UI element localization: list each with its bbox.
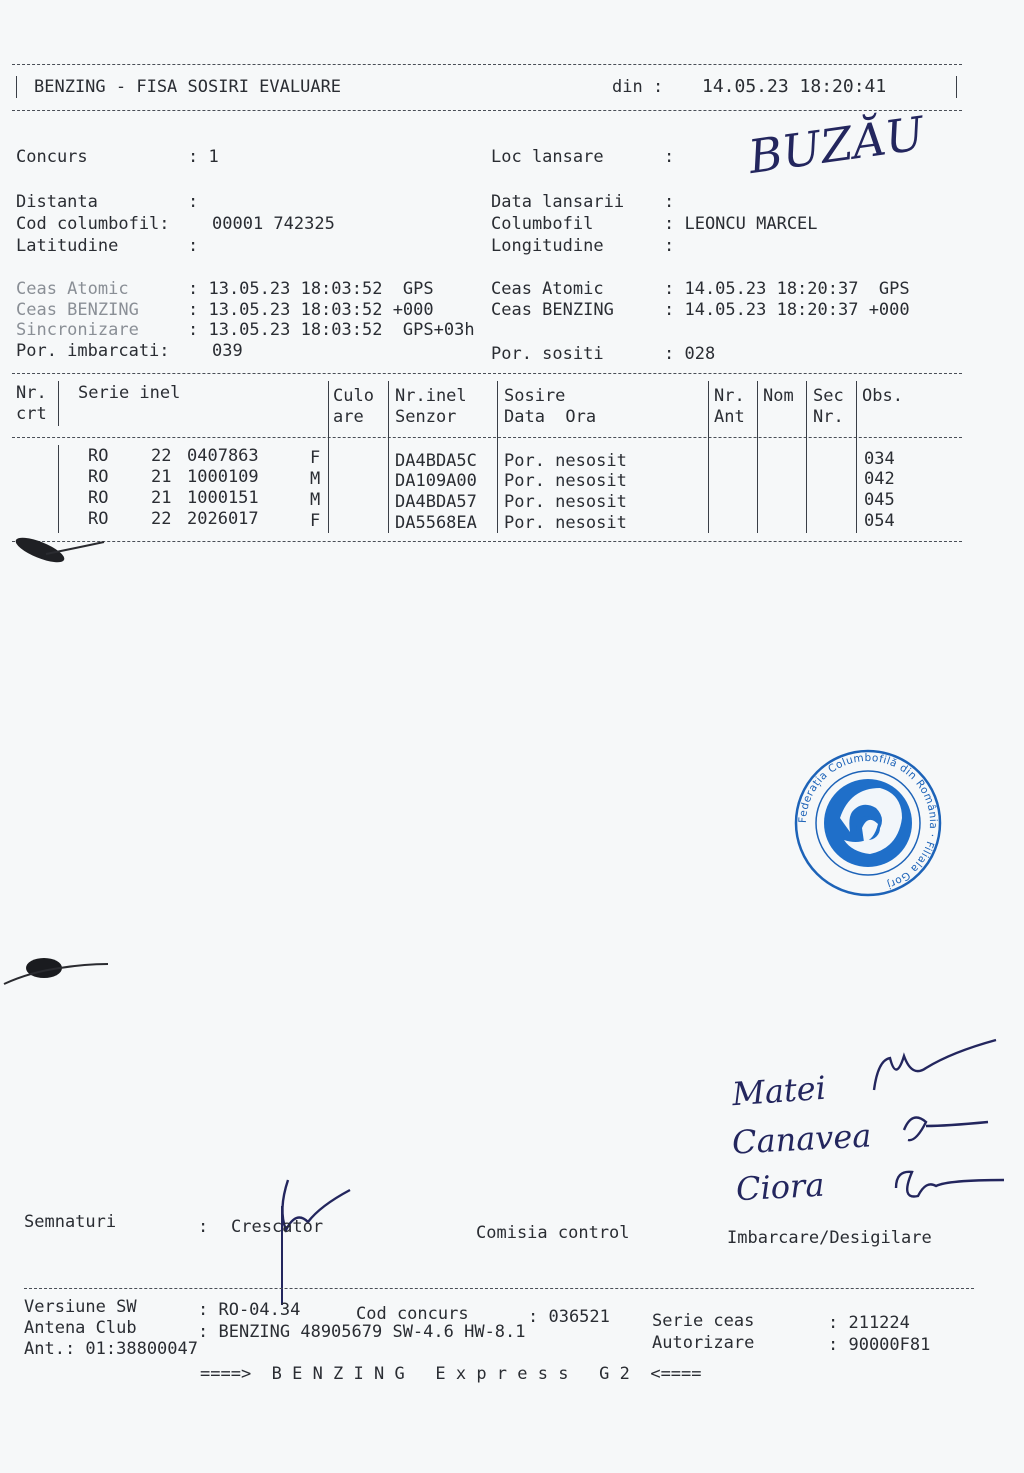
row-country: RO: [88, 446, 109, 466]
row-sex: M: [310, 490, 321, 510]
header-left-bar: [16, 76, 17, 98]
cod-columbofil-label: Cod columbofil:: [16, 214, 170, 234]
imbarcare-desigilare-label: Imbarcare/Desigilare: [727, 1228, 932, 1248]
antena-club-value: : BENZING 48905679 SW-4.6 HW-8.1: [198, 1322, 526, 1342]
row-status: Por. nesosit: [504, 492, 627, 512]
concurs-value: : 1: [188, 147, 219, 167]
stamp-text: Federația Columbofilă din România · Filiala Gorj: [796, 751, 940, 891]
left-ceas-atomic-value: : 13.05.23 18:03:52 GPS: [188, 279, 434, 299]
cod-concurs-value: : 036521: [528, 1307, 610, 1327]
left-ceas-benzing-label: Ceas BENZING: [16, 300, 139, 320]
header-crt: crt: [16, 404, 47, 424]
left-ceas-benzing-value: : 13.05.23 18:03:52 +000: [188, 300, 434, 320]
col-sep-ant: [757, 381, 758, 533]
serie-ceas-label: Serie ceas: [652, 1311, 755, 1331]
din-label: din :: [612, 77, 664, 97]
header-sec-2: Nr.: [813, 407, 844, 427]
footer-dash-line: [24, 1288, 974, 1289]
left-ceas-atomic-label: Ceas Atomic: [16, 279, 129, 299]
crescator-signature: [268, 1170, 368, 1310]
header-nrinel-2: Senzor: [395, 407, 457, 427]
col-sep-sosire: [708, 381, 709, 533]
din-datetime: 14.05.23 18:20:41: [702, 76, 887, 97]
header-right-bar: [956, 76, 957, 98]
handwritten-name-ciora: Ciora: [735, 1165, 826, 1209]
row-status: Por. nesosit: [504, 471, 627, 491]
row-sensor: DA5568EA: [395, 513, 477, 533]
header-nrinel-1: Nr.inel: [395, 386, 467, 406]
por-sositi-label: Por. sositi: [491, 344, 604, 364]
right-ceas-atomic-label: Ceas Atomic: [491, 279, 604, 299]
row-sex: F: [310, 448, 321, 468]
por-imbarcati-value: 039: [212, 341, 243, 361]
versiune-sw-label: Versiune SW: [24, 1297, 137, 1317]
header-culoare-1: Culo: [333, 386, 374, 406]
serie-ceas-value: : 211224: [828, 1313, 910, 1333]
distanta-label: Distanta: [16, 192, 98, 212]
row-country: RO: [88, 488, 109, 508]
data-lansarii-label: Data lansarii: [491, 192, 625, 212]
sincronizare-label: Sincronizare: [16, 320, 139, 340]
header-sosire-2: Data Ora: [504, 407, 597, 427]
header-obs: Obs.: [862, 386, 903, 406]
row-ring: 2026017: [187, 509, 259, 529]
row-sex: F: [310, 511, 321, 531]
row-sex: M: [310, 469, 321, 489]
loc-lansare-label: Loc lansare: [491, 147, 604, 167]
col-sep-senzor: [497, 381, 498, 533]
handwritten-signatures: [856, 1030, 1006, 1220]
table-bottom-dash: [12, 541, 962, 542]
row-status: Por. nesosit: [504, 513, 627, 533]
row-ring: 1000109: [187, 467, 259, 487]
ant-id: Ant.: 01:38800047: [24, 1339, 198, 1359]
header-serie-inel: Serie inel: [78, 383, 181, 403]
row-obs: 034: [864, 449, 895, 469]
sincronizare-value: : 13.05.23 18:03:52 GPS+03h: [188, 320, 475, 340]
semnaturi-sep: :: [198, 1217, 209, 1237]
header-sec-1: Sec: [813, 386, 844, 406]
comisia-control-label: Comisia control: [476, 1223, 630, 1243]
col-sep-serie: [328, 381, 329, 533]
cod-concurs-label: Cod concurs: [356, 1304, 469, 1324]
header-dash-line: [12, 110, 962, 111]
handwritten-name-matei: Matei: [730, 1068, 828, 1114]
semnaturi-label: Semnaturi: [24, 1212, 117, 1232]
columbofil-value: : LEONCU MARCEL: [664, 214, 818, 234]
concurs-label: Concurs: [16, 147, 88, 167]
club-stamp: [790, 748, 946, 898]
row-year: 21: [151, 467, 172, 487]
col-sep-nr-body: [58, 445, 59, 533]
right-ceas-atomic-value: : 14.05.23 18:20:37 GPS: [664, 279, 910, 299]
data-lansarii-value: :: [664, 192, 675, 212]
header-nr: Nr.: [16, 383, 47, 403]
antena-club-label: Antena Club: [24, 1318, 137, 1338]
loc-lansare-sep: :: [664, 147, 675, 167]
header-culoare-2: are: [333, 407, 364, 427]
row-year: 22: [151, 509, 172, 529]
longitudine-label: Longitudine: [491, 236, 604, 256]
document-title: BENZING - FISA SOSIRI EVALUARE: [34, 77, 342, 97]
autorizare-value: : 90000F81: [828, 1335, 931, 1355]
header-nom: Nom: [763, 386, 794, 406]
header-nrant-2: Ant: [714, 407, 745, 427]
row-country: RO: [88, 509, 109, 529]
top-dash-line: [12, 64, 962, 65]
header-nrant-1: Nr.: [714, 386, 745, 406]
punch-hole-mark: [6, 532, 106, 576]
crescator-label: Crescator: [231, 1217, 324, 1237]
row-status: Por. nesosit: [504, 451, 627, 471]
row-sensor: DA109A00: [395, 471, 477, 491]
table-header-dash: [12, 437, 962, 438]
por-sositi-value: : 028: [664, 344, 716, 364]
row-sensor: DA4BDA57: [395, 492, 477, 512]
right-ceas-benzing-label: Ceas BENZING: [491, 300, 614, 320]
latitudine-value: :: [188, 236, 199, 256]
distanta-value: :: [188, 192, 199, 212]
latitudine-label: Latitudine: [16, 236, 119, 256]
handwritten-name-canavea: Canavea: [731, 1116, 873, 1162]
row-ring: 1000151: [187, 488, 259, 508]
autorizare-label: Autorizare: [652, 1333, 755, 1353]
row-sensor: DA4BDA5C: [395, 451, 477, 471]
por-imbarcati-label: Por. imbarcati:: [16, 341, 170, 361]
col-sep-culoare: [388, 381, 389, 533]
row-ring: 0407863: [187, 446, 259, 466]
row-obs: 042: [864, 469, 895, 489]
row-obs: 045: [864, 490, 895, 510]
versiune-sw-value: : RO-04.34: [198, 1300, 301, 1320]
header-sosire-1: Sosire: [504, 386, 566, 406]
col-sep-sec: [856, 381, 857, 533]
row-obs: 054: [864, 511, 895, 531]
longitudine-value: :: [664, 236, 675, 256]
row-year: 22: [151, 446, 172, 466]
cod-columbofil-value: 00001 742325: [212, 214, 335, 234]
row-country: RO: [88, 467, 109, 487]
punch-hole-mark: [0, 950, 110, 990]
row-year: 21: [151, 488, 172, 508]
col-sep-nom: [806, 381, 807, 533]
columbofil-label: Columbofil: [491, 214, 594, 234]
loc-lansare-handwritten: BUZĂU: [745, 105, 928, 185]
col-sep-nr: [58, 381, 59, 426]
benzing-express-banner: ====> B E N Z I N G E x p r e s s G 2 <====: [200, 1364, 702, 1384]
right-ceas-benzing-value: : 14.05.23 18:20:37 +000: [664, 300, 910, 320]
table-top-dash: [12, 373, 962, 374]
